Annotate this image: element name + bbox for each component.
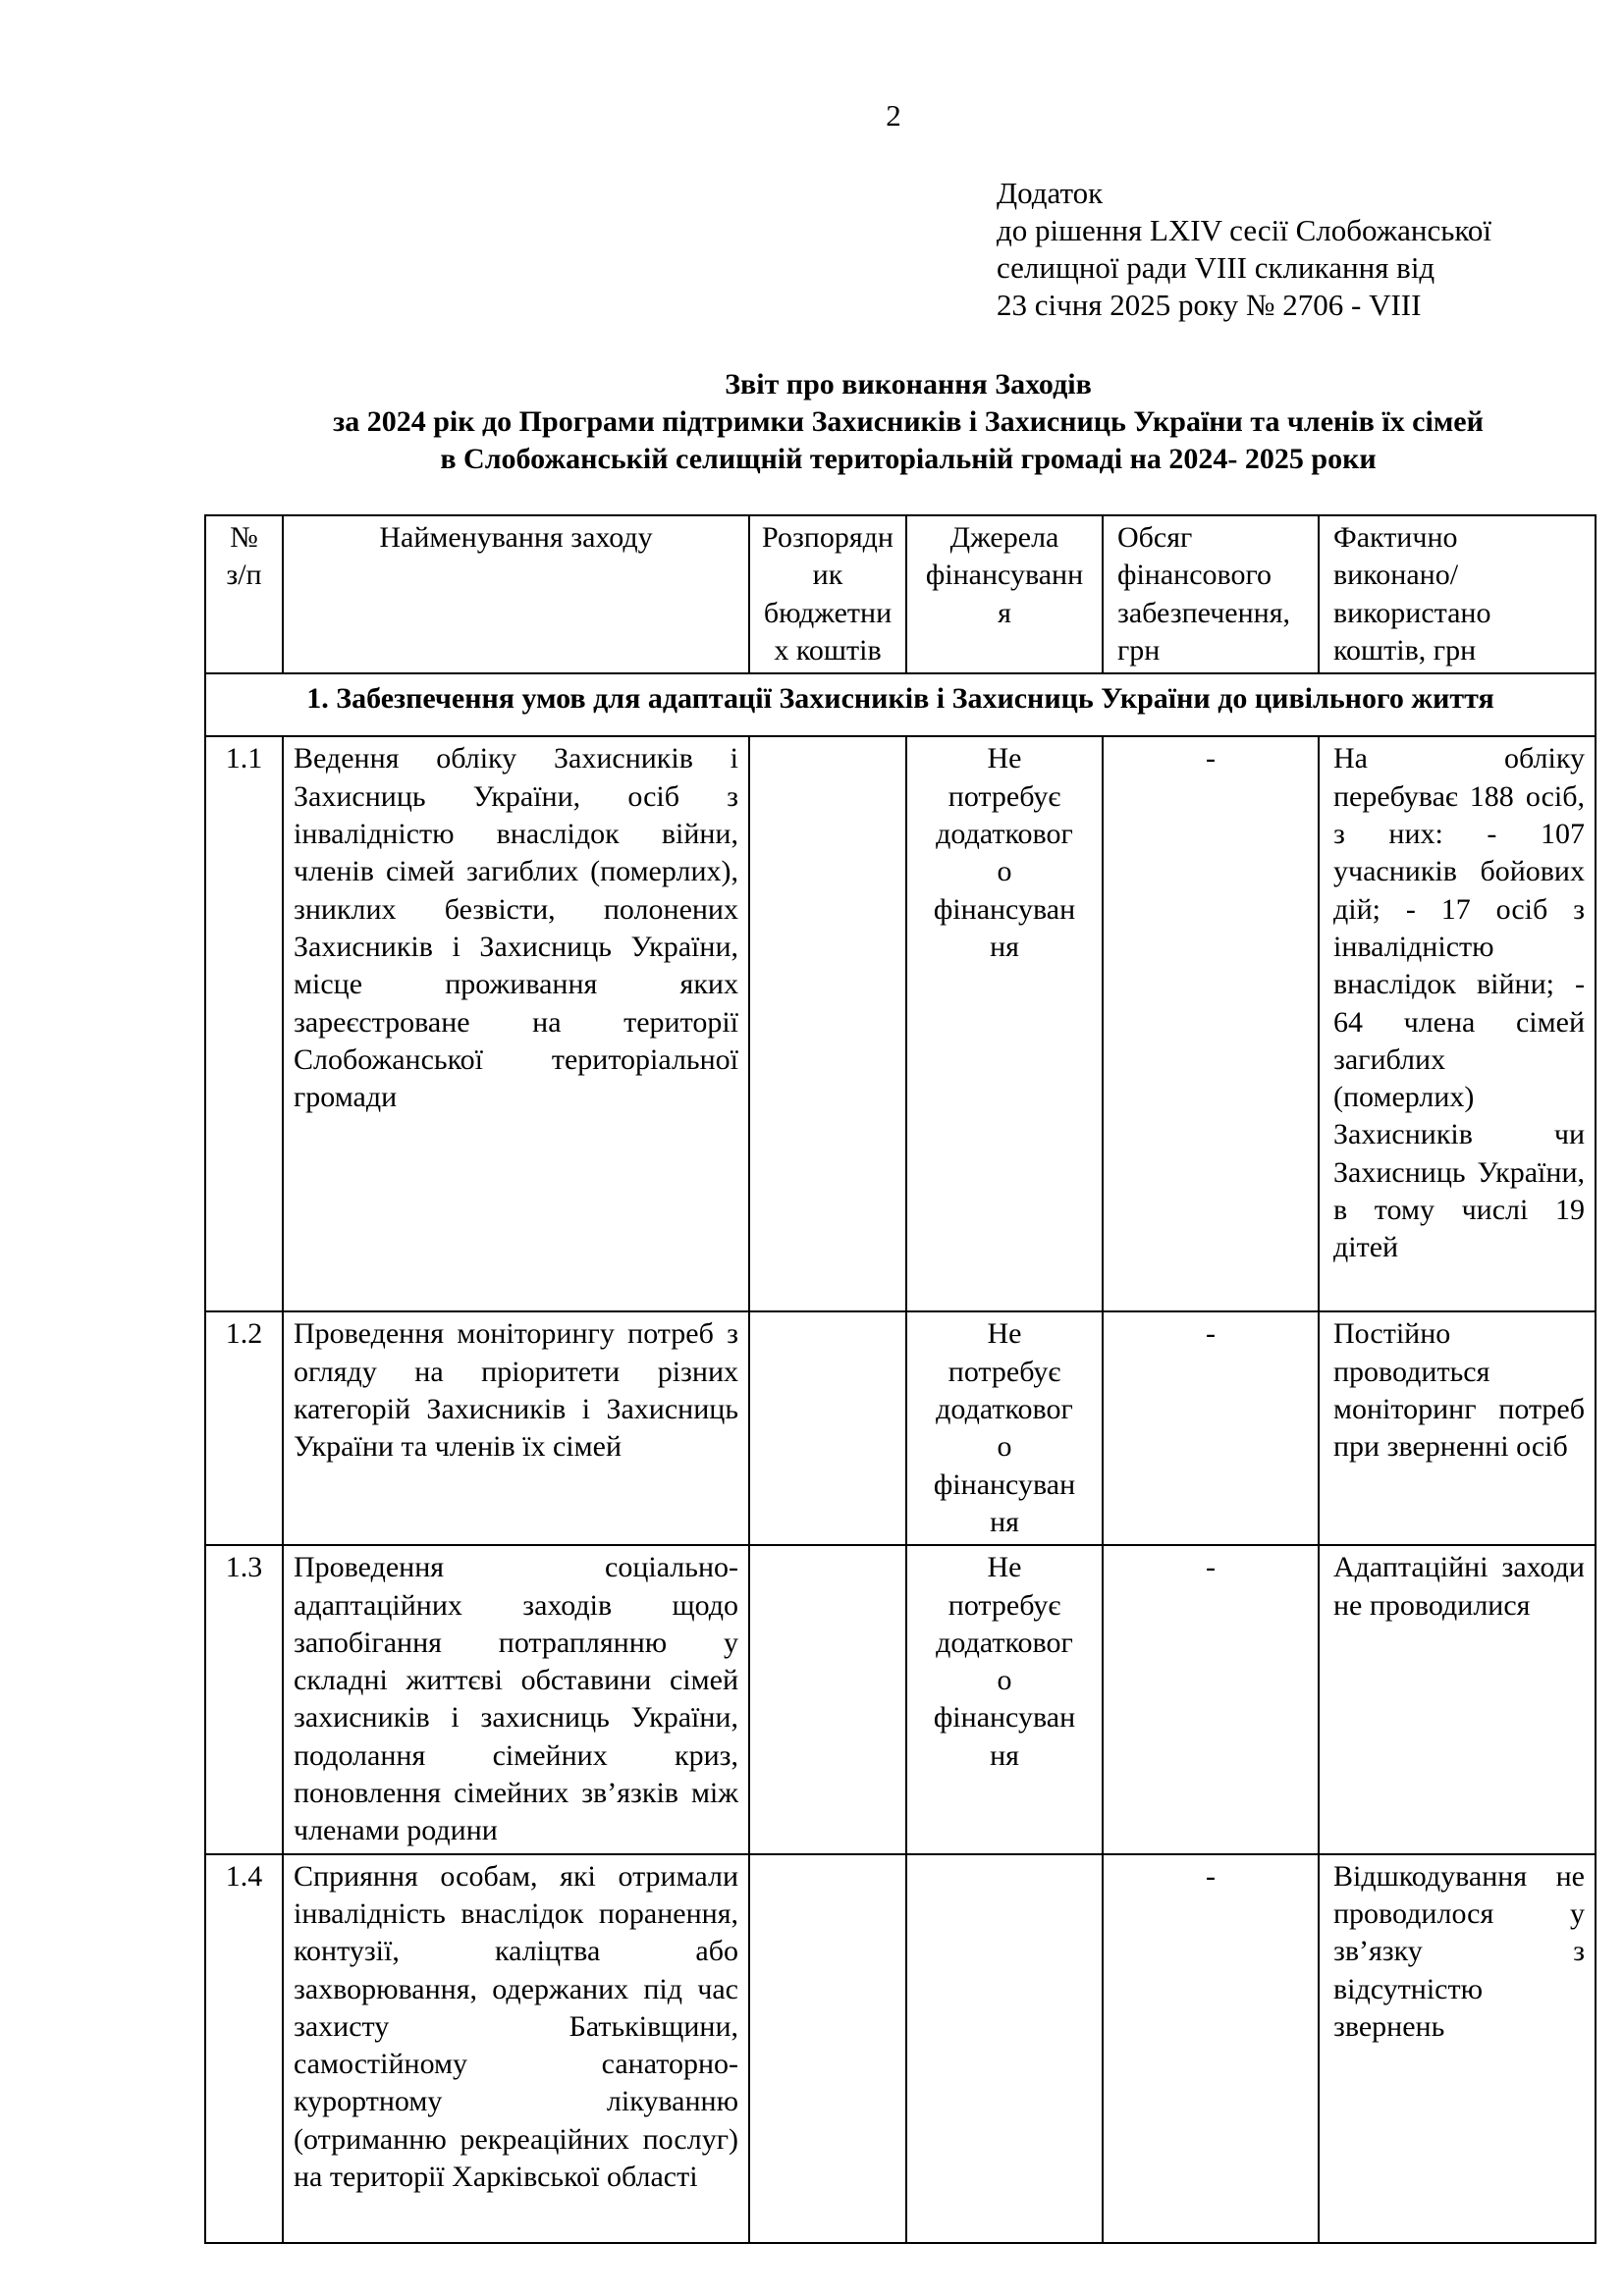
header-source: Джерела фінансуванн я — [906, 515, 1103, 673]
section-row — [205, 673, 1596, 736]
table-row — [205, 1311, 1596, 1545]
funding-volume: - — [1103, 736, 1319, 1311]
actual-result: Постійно проводиться моніторинг потреб при зверненні осіб — [1319, 1311, 1596, 1545]
budget-manager — [749, 1545, 906, 1853]
row-number: 1.3 — [205, 1545, 283, 1853]
table-row — [205, 736, 1596, 1311]
section-title: 1. Забезпечення умов для адаптації Захисників і Захисниць України до цивільного життя — [205, 673, 1596, 736]
header-actual: Фактично виконано/ використано коштів, грн — [1319, 515, 1596, 673]
header-name: Найменування заходу — [283, 515, 749, 673]
budget-manager — [749, 1854, 906, 2243]
appendix-line-3: селищної ради VIII скликання від — [997, 250, 1435, 285]
measures-table — [204, 514, 1597, 2244]
actual-result: Відшкодування не проводилося у зв’язку з відсутністю звернень — [1319, 1854, 1596, 2243]
measure-name: Проведення моніторингу потреб з огляду на пріоритети різних категорій Захисників і Захисниць України та членів їх сімей — [283, 1311, 749, 1545]
appendix-header — [997, 175, 1586, 324]
header-num: № з/п — [205, 515, 283, 673]
budget-manager — [749, 736, 906, 1311]
measure-name: Проведення соціально-адаптаційних заходів щодо запобігання потраплянню у складні життєві обставини сімей захисників і захисниць України, подолання сімейних криз, поновлення сімейних зв’язків між членами родини — [283, 1545, 749, 1853]
measure-name: Ведення обліку Захисників і Захисниць України, осіб з інвалідністю внаслідок війни, членів сімей загиблих (померлих), зниклих безвісти, полонених Захисників і Захисниць України, місце проживання яких зареєстроване на території Слобожанської територіальної громади — [283, 736, 749, 1311]
measure-name: Сприяння особам, які отримали інвалідність внаслідок поранення, контузії, каліцтва або захворювання, одержаних під час захисту Батьківщини, самостійному санаторно-курортному лікуванню (отриманню рекреаційних послуг) на території Харківської області — [283, 1854, 749, 2243]
table-row — [205, 1545, 1596, 1853]
header-manager: Розпорядн ик бюджетни х коштів — [749, 515, 906, 673]
report-title — [196, 366, 1620, 478]
funding-volume: - — [1103, 1311, 1319, 1545]
header-volume: Обсяг фінансового забезпечення, грн — [1103, 515, 1319, 673]
actual-result: Адаптаційні заходи не проводилися — [1319, 1545, 1596, 1853]
report-title-line-3: в Слобожанській селищній територіальній громаді на 2024- 2025 роки — [440, 443, 1377, 475]
appendix-line-2: до рішення LXIV сесії Слобожанської — [997, 213, 1491, 247]
funding-source: Не потребує додатковог о фінансуван ня — [906, 1311, 1103, 1545]
actual-result: На обліку перебуває 188 осіб, з них: - 107 учасників бойових дій; - 17 осіб з інвалідністю внаслідок війни; - 64 члена сімей загиблих (померлих) Захисників чи Захисниць України, в тому числі 19 дітей — [1319, 736, 1596, 1311]
appendix-line-1: Додаток — [997, 176, 1104, 210]
table-header-row — [205, 515, 1596, 673]
row-number: 1.2 — [205, 1311, 283, 1545]
funding-source: Не потребує додатковог о фінансуван ня — [906, 1545, 1103, 1853]
funding-source — [906, 1854, 1103, 2243]
report-title-line-2: за 2024 рік до Програми підтримки Захисників і Захисниць України та членів їх сімей — [333, 405, 1484, 438]
page-number: 2 — [886, 98, 901, 133]
funding-volume: - — [1103, 1545, 1319, 1853]
appendix-line-4: 23 січня 2025 року № 2706 - VIII — [997, 288, 1422, 322]
funding-volume: - — [1103, 1854, 1319, 2243]
budget-manager — [749, 1311, 906, 1545]
funding-source: Не потребує додатковог о фінансуван ня — [906, 736, 1103, 1311]
row-number: 1.4 — [205, 1854, 283, 2243]
table-row — [205, 1854, 1596, 2243]
row-number: 1.1 — [205, 736, 283, 1311]
report-title-line-1: Звіт про виконання Заходів — [725, 368, 1092, 400]
